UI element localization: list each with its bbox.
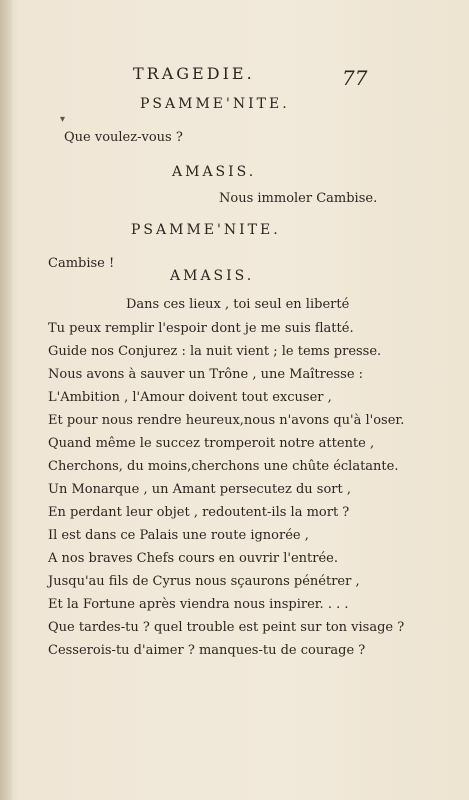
speaker-amasis: AMASIS. bbox=[170, 268, 255, 284]
verse-line: Il est dans ce Palais une route ignorée , bbox=[48, 528, 309, 543]
verse-line: Et pour nous rendre heureux,nous n'avons qu'à l'oser. bbox=[48, 413, 405, 428]
speaker-psammenite: PSAMME'NITE. bbox=[131, 222, 281, 238]
verse-line: A nos braves Chefs cours en ouvrir l'entrée. bbox=[48, 551, 338, 566]
verse-line: L'Ambition , l'Amour doivent tout excuser , bbox=[48, 390, 332, 405]
running-head: TRAGEDIE. bbox=[133, 64, 255, 83]
speech-line: Cambise ! bbox=[48, 256, 115, 271]
verse-line: Que tardes-tu ? quel trouble est peint sur ton visage ? bbox=[48, 620, 405, 635]
speech-line: Dans ces lieux , toi seul en liberté bbox=[126, 297, 350, 312]
verse-line: Jusqu'au fils de Cyrus nous sçaurons pénétrer , bbox=[48, 574, 360, 589]
speech-line: Nous immoler Cambise. bbox=[219, 191, 378, 206]
verse-line: Cherchons, du moins,cherchons une chûte éclatante. bbox=[48, 459, 399, 474]
ink-mark: ▾ bbox=[60, 114, 66, 125]
verse-line: Quand même le succez tromperoit notre attente , bbox=[48, 436, 375, 451]
verse-line: Un Monarque , un Amant persecutez du sort , bbox=[48, 482, 351, 497]
page-gutter bbox=[0, 0, 12, 800]
verse-line: Tu peux remplir l'espoir dont je me suis flatté. bbox=[48, 321, 354, 336]
speaker-amasis: AMASIS. bbox=[172, 164, 257, 180]
verse-line: Cesserois-tu d'aimer ? manques-tu de courage ? bbox=[48, 643, 366, 658]
speech-line: Que voulez-vous ? bbox=[64, 130, 183, 145]
verse-line: En perdant leur objet , redoutent-ils la mort ? bbox=[48, 505, 350, 520]
verse-line: Nous avons à sauver un Trône , une Maîtresse : bbox=[48, 367, 364, 382]
verse-line: Et la Fortune après viendra nous inspirer. . . . bbox=[48, 597, 349, 612]
verse-line: Guide nos Conjurez : la nuit vient ; le tems presse. bbox=[48, 344, 382, 359]
speaker-psammenite: PSAMME'NITE. bbox=[140, 96, 290, 112]
page-number: 77 bbox=[342, 66, 368, 90]
